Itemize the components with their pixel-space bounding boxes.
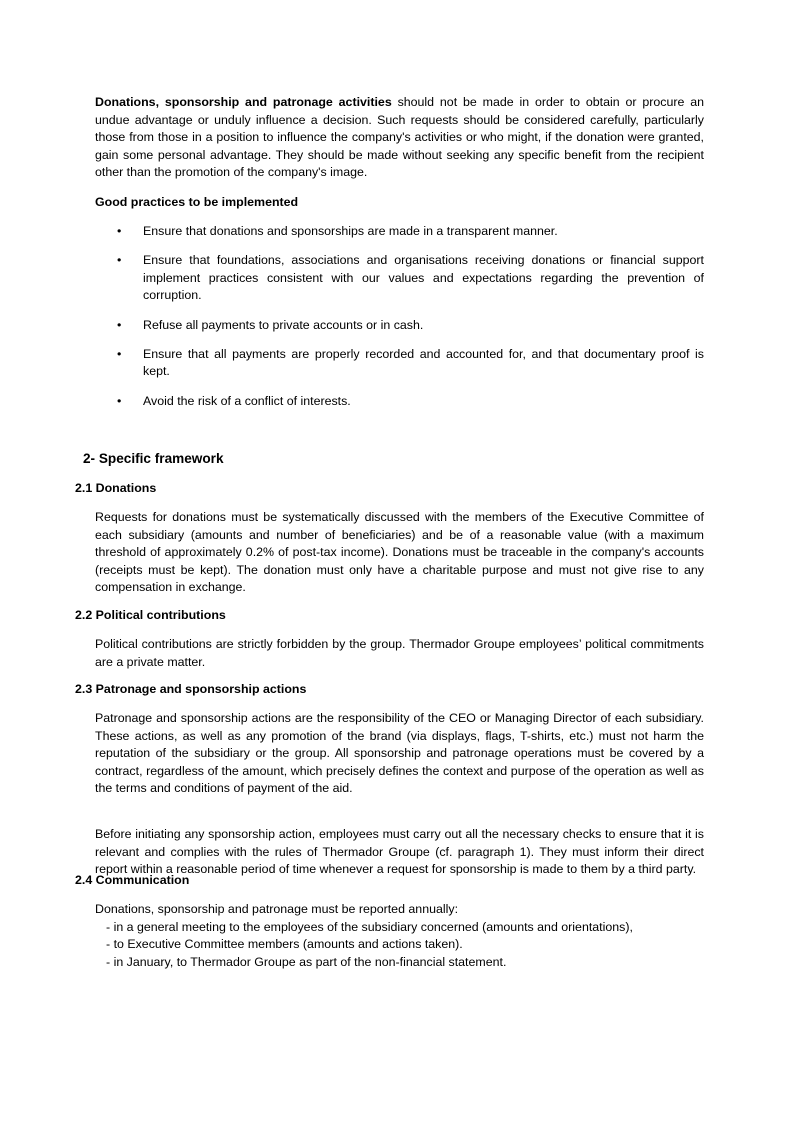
donations-paragraph: Requests for donations must be systematically discussed with the members of the Executive Committee of each subsidiary (amounts and number of beneficiaries) and be of a reasonable value (with a maximum threshold of approximately 0.2% of post-tax income). Donations must be traceable in the company's accounts (receipts must be kept). The donation must only have a charitable purpose and must not give rise to any compensation in exchange. bbox=[95, 510, 704, 595]
bullet-icon: • bbox=[117, 393, 122, 408]
intro-text: should not be made in order to obtain or procure an undue advantage or unduly influence a decision. Such requests should be considered carefully, particularly those from those in a position to influence the company's activities or who might, if the donation were granted, gain some personal advantage. They should be made without seeking any specific benefit from the recipient other than the promotion of the company's image. bbox=[95, 95, 704, 180]
political-contributions-heading: 2.2 Political contributions bbox=[75, 608, 226, 622]
intro-bold-lead: Donations, sponsorship and patronage activities bbox=[95, 95, 392, 109]
patronage-paragraph-2: Before initiating any sponsorship action, employees must carry out all the necessary checks to ensure that it is relevant and complies with the rules of Thermador Groupe (cf. paragraph 1). They must inform their direct report within a reasonable period of time whenever a request for sponsorship is made to them by a third party. bbox=[95, 827, 704, 877]
political-contributions-paragraph: Political contributions are strictly forbidden by the group. Thermador Groupe employees’ political commitments are a private matter. bbox=[95, 637, 704, 669]
list-item: - to Executive Committee members (amounts and actions taken). bbox=[106, 937, 463, 952]
intro-paragraph bbox=[95, 94, 704, 182]
patronage-paragraph-1: Patronage and sponsorship actions are the responsibility of the CEO or Managing Director of each subsidiary. These actions, as well as any promotion of the brand (via displays, flags, T-shirts, etc.) must not harm the reputation of the subsidiary or the group. All sponsorship and patronage operations must be covered by a contract, regardless of the amount, which precisely defines the context and purpose of the operation as well as the terms and conditions of payment of the aid. bbox=[95, 711, 704, 796]
list-item-text: Avoid the risk of a conflict of interests. bbox=[143, 393, 351, 408]
patronage-heading: 2.3 Patronage and sponsorship actions bbox=[75, 682, 307, 696]
communication-block bbox=[95, 901, 704, 971]
good-practices-list bbox=[95, 223, 704, 422]
good-practices-heading: Good practices to be implemented bbox=[95, 195, 299, 209]
donations-heading: 2.1 Donations bbox=[75, 481, 157, 495]
list-item-text: Ensure that all payments are properly recorded and accounted for, and that documentary proof is kept. bbox=[143, 346, 704, 379]
list-item: - in a general meeting to the employees of the subsidiary concerned (amounts and orientations), bbox=[106, 919, 633, 934]
bullet-icon: • bbox=[117, 224, 122, 238]
list-item bbox=[95, 346, 704, 381]
list-item bbox=[95, 317, 704, 335]
bullet-icon: • bbox=[117, 346, 122, 361]
communication-heading: 2.4 Communication bbox=[75, 873, 190, 887]
list-item-text: Ensure that foundations, associations and organisations receiving donations or financial support implement practices consistent with our values and expectations regarding the prevention of corruption. bbox=[143, 253, 704, 303]
communication-intro: Donations, sponsorship and patronage must be reported annually: bbox=[95, 902, 459, 916]
bullet-icon: • bbox=[117, 253, 122, 268]
list-item-text: Ensure that donations and sponsorships are made in a transparent manner. bbox=[143, 224, 558, 238]
section-2-heading: 2- Specific framework bbox=[83, 451, 224, 466]
list-item bbox=[95, 252, 704, 305]
list-item: - in January, to Thermador Groupe as part of the non-financial statement. bbox=[106, 954, 507, 969]
list-item bbox=[95, 393, 704, 411]
list-item-text: Refuse all payments to private accounts or in cash. bbox=[143, 317, 424, 332]
bullet-icon: • bbox=[117, 317, 122, 332]
list-item bbox=[95, 223, 704, 241]
